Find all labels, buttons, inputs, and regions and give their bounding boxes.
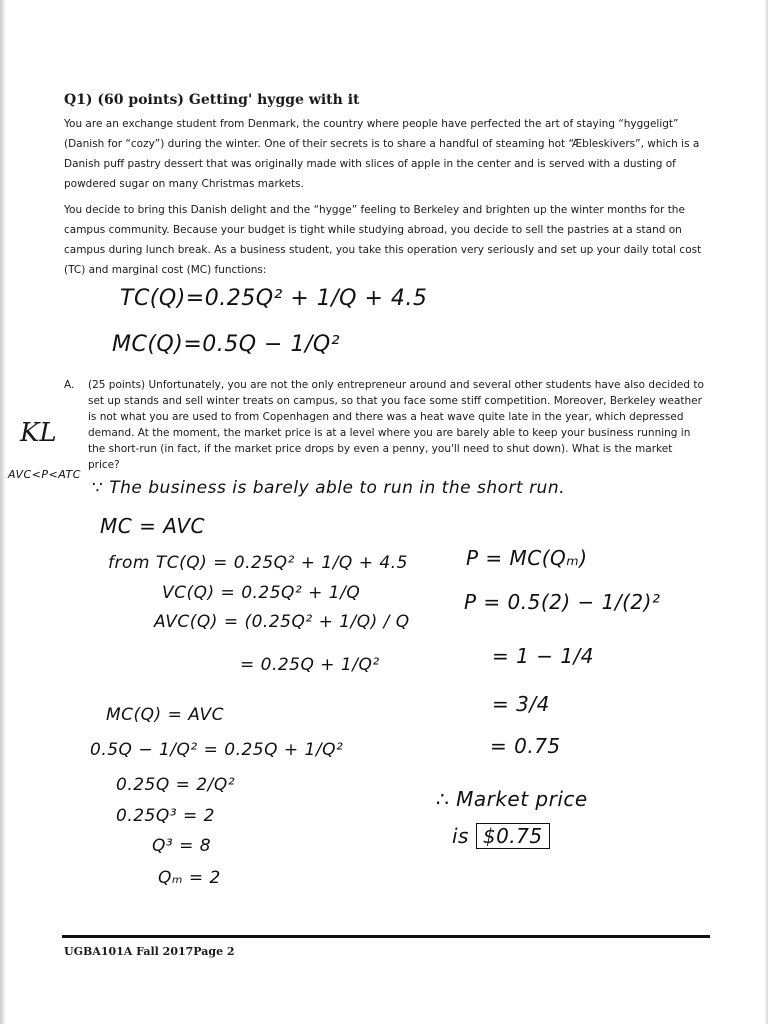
solution-right-1: P = MC(Qₘ) bbox=[466, 546, 588, 570]
solution-line-10: 0.25Q³ = 2 bbox=[116, 806, 215, 826]
solution-line-5: AVC(Q) = (0.25Q² + 1/Q) / Q bbox=[154, 612, 410, 632]
part-a bbox=[64, 377, 704, 473]
tc-formula: TC(Q)=0.25Q² + 1/Q + 4.5 bbox=[120, 286, 428, 311]
solution-line-3: from TC(Q) = 0.25Q² + 1/Q + 4.5 bbox=[108, 553, 408, 573]
part-a-text: (25 points) Unfortunately, you are not the only entrepreneur around and several other students have also decided to set up stands and sell winter treats on campus, so that you face some stiff competition. Moreover, Berkeley weather is not what you are used to from Copenhagen and there was a heat wave quite late in the year, which depressed demand. At the moment, the market price is at a level where you are barely able to keep your business running in the short-run (in fact, if the market price drops by even a penny, you'll need to shut down). What is the market price? bbox=[88, 379, 704, 471]
part-a-marker: A. bbox=[64, 379, 75, 391]
solution-line-6: = 0.25Q + 1/Q² bbox=[240, 655, 380, 675]
footer-divider bbox=[62, 935, 710, 938]
solution-line-4: VC(Q) = 0.25Q² + 1/Q bbox=[162, 583, 361, 603]
solution-right-2: P = 0.5(2) − 1/(2)² bbox=[464, 590, 661, 614]
solution-line-12: Qₘ = 2 bbox=[158, 868, 221, 888]
side-note: AVC<P<ATC bbox=[8, 468, 81, 481]
solution-right-5: = 0.75 bbox=[490, 734, 561, 758]
solution-right-3: = 1 − 1/4 bbox=[492, 644, 594, 668]
solution-line-7: MC(Q) = AVC bbox=[106, 705, 225, 725]
grader-initials: KL bbox=[20, 418, 57, 448]
scan-edge-left bbox=[0, 0, 6, 1024]
final-answer-box: $0.75 bbox=[476, 823, 550, 849]
scan-edge-right bbox=[764, 0, 768, 1024]
solution-line-9: 0.25Q = 2/Q² bbox=[116, 775, 236, 795]
final-answer bbox=[452, 824, 550, 848]
question-paragraph-1: You are an exchange student from Denmark, the country where people have perfected the art of staying “hyggeligt” (Danish for “cozy”) during the winter. One of their secrets is to share a handful of steaming hot “Æbleskivers”, which is a Danish puff pastry dessert that was originally made with slices of apple in the center and is served with a dusting of powdered sugar on many Christmas markets. bbox=[64, 118, 700, 190]
mc-formula: MC(Q)=0.5Q − 1/Q² bbox=[112, 332, 341, 357]
solution-line-2: MC = AVC bbox=[100, 514, 206, 538]
page-footer: UGBA101A Fall 2017Page 2 bbox=[64, 945, 235, 958]
solution-line-8: 0.5Q − 1/Q² = 0.25Q + 1/Q² bbox=[90, 740, 344, 760]
question-paragraph-2: You decide to bring this Danish delight and the “hygge” feeling to Berkeley and brighten up the winter months for the campus community. Because your budget is tight while studying abroad, you decide to sell the pastries at a stand on campus during lunch break. As a business student, you take this operation very seriously and set up your daily total cost (TC) and marginal cost (MC) functions: bbox=[64, 204, 702, 276]
question-title: Q1) (60 points) Getting' hygge with it bbox=[64, 92, 360, 108]
final-answer-prefix: is bbox=[452, 824, 469, 848]
solution-right-6: ∴ Market price bbox=[436, 787, 588, 811]
solution-line-1: ∵ The business is barely able to run in the short run. bbox=[92, 478, 566, 498]
solution-line-11: Q³ = 8 bbox=[152, 836, 212, 856]
solution-right-4: = 3/4 bbox=[492, 692, 550, 716]
